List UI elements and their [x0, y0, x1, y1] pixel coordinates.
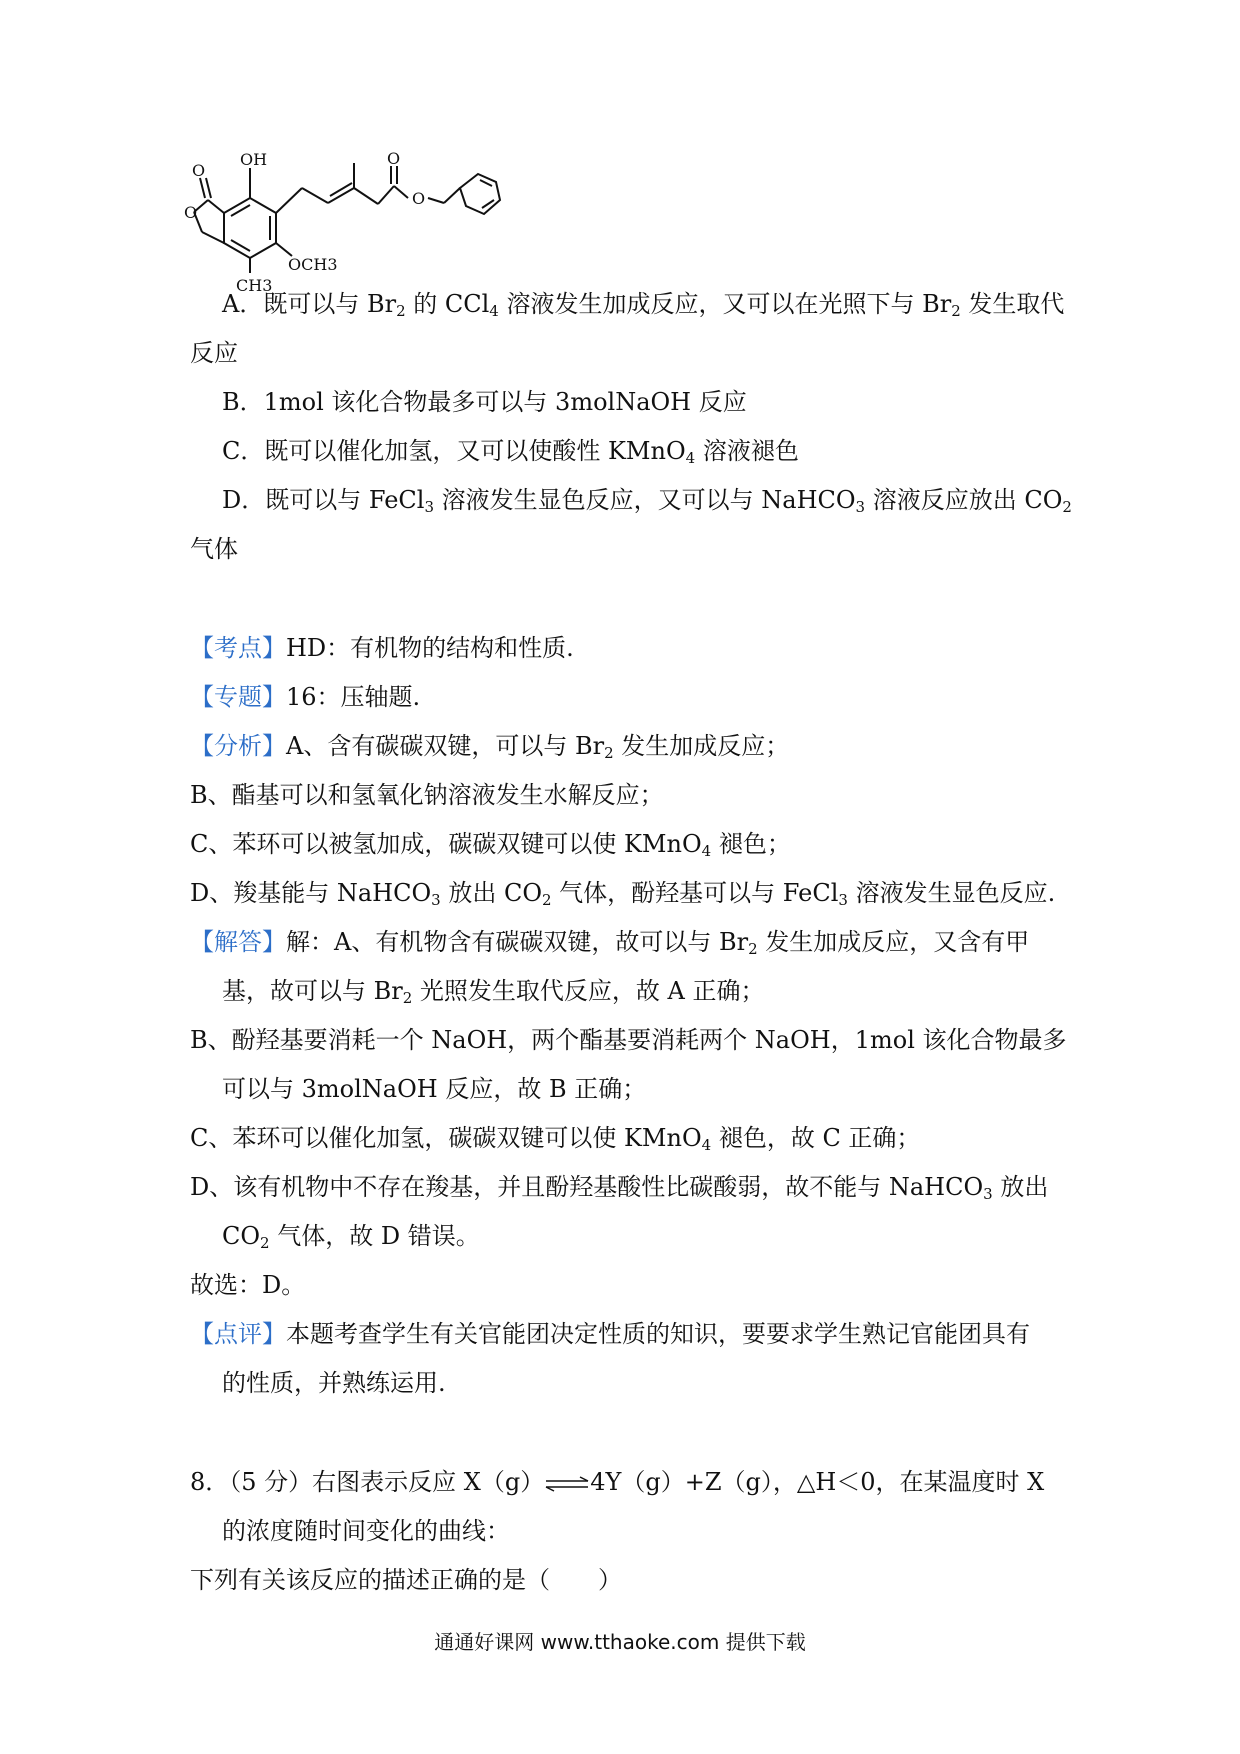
jieda-d-cont: $CO_2$ 气体，故 D 错误。	[222, 1222, 480, 1252]
option-a-cont: 反应	[190, 339, 238, 367]
kaodian: 【考点】HD：有机物的结构和性质.	[190, 634, 574, 662]
fenxi-c: C、苯环可以被氢加成，碳碳双键可以使 KMnO$_4$ 褪色；	[190, 830, 791, 860]
option-d-cont: 气体	[190, 535, 238, 563]
fenxi-d: D、羧基能与 NaHCO$_3$ 放出 $CO_2$ 气体，酚羟基可以与 FeCl$_3$ 溶液发生显色反应.	[190, 879, 1056, 909]
equilibrium-arrow-icon	[544, 1477, 590, 1491]
molecule-structure	[182, 148, 542, 295]
label-ch3: CH3	[236, 276, 273, 295]
footer: 通通好课网 www.tthaoke.com 提供下载	[434, 1630, 806, 1654]
fenxi-a: 【分析】A、含有碳碳双键，可以与 $Br_2$ 发生加成反应；	[190, 732, 790, 762]
option-c: C．既可以催化加氢，又可以使酸性 KMnO$_4$ 溶液褪色	[222, 437, 799, 467]
jieda-b: B、酚羟基要消耗一个 NaOH，两个酯基要消耗两个 NaOH，1mol 该化合物最多	[190, 1026, 1067, 1054]
label-ester-o: O	[412, 189, 426, 208]
fenxi-b: B、酯基可以和氢氧化钠溶液发生水解反应；	[190, 781, 664, 809]
jieda-a: 【解答】解：A、有机物含有碳碳双键，故可以与 $Br_2$ 发生加成反应，又含有甲	[190, 928, 1030, 958]
label-ester-carbonyl-o: O	[387, 149, 401, 168]
zhuanti: 【专题】16：压轴题.	[190, 683, 421, 711]
jieda-b-cont: 可以与 3molNaOH 反应，故 B 正确；	[222, 1075, 647, 1103]
dianping: 【点评】本题考查学生有关官能团决定性质的知识，要要求学生熟记官能团具有	[190, 1320, 1030, 1348]
option-b: B．1mol 该化合物最多可以与 3molNaOH 反应	[222, 388, 747, 416]
option-d: D．既可以与 FeCl$_3$ 溶液发生显色反应，又可以与 NaHCO$_3$ 溶液反应放出 $CO_2$	[222, 486, 1072, 516]
question-8: 8．（5 分）右图表示反应 X（g） 4Y（g）+Z（g），△H＜0，在某温度时 X	[190, 1468, 1045, 1496]
label-lactone-ring-o: O	[184, 203, 198, 222]
label-lactone-carbonyl-o: O	[192, 161, 206, 180]
dianping-cont: 的性质，并熟练运用.	[222, 1369, 446, 1397]
option-a: A．既可以与 $Br_2$ 的 CCl$_4$ 溶液发生加成反应，又可以在光照下与 $Br_2$ 发生取代	[222, 290, 1065, 320]
jieda-answer: 故选：D。	[190, 1271, 306, 1299]
jieda-c: C、苯环可以催化加氢，碳碳双键可以使 KMnO$_4$ 褪色，故 C 正确；	[190, 1124, 921, 1154]
label-och3: OCH3	[288, 255, 338, 274]
question-8-line3: 下列有关该反应的描述正确的是（ ）	[190, 1566, 622, 1594]
jieda-d: D、该有机物中不存在羧基，并且酚羟基酸性比碳酸弱，故不能与 NaHCO$_3$ 放出	[190, 1173, 1049, 1203]
label-oh: OH	[240, 150, 268, 169]
jieda-a-cont: 基，故可以与 $Br_2$ 光照发生取代反应，故 A 正确；	[222, 977, 765, 1007]
question-8-line2: 的浓度随时间变化的曲线：	[222, 1517, 510, 1545]
